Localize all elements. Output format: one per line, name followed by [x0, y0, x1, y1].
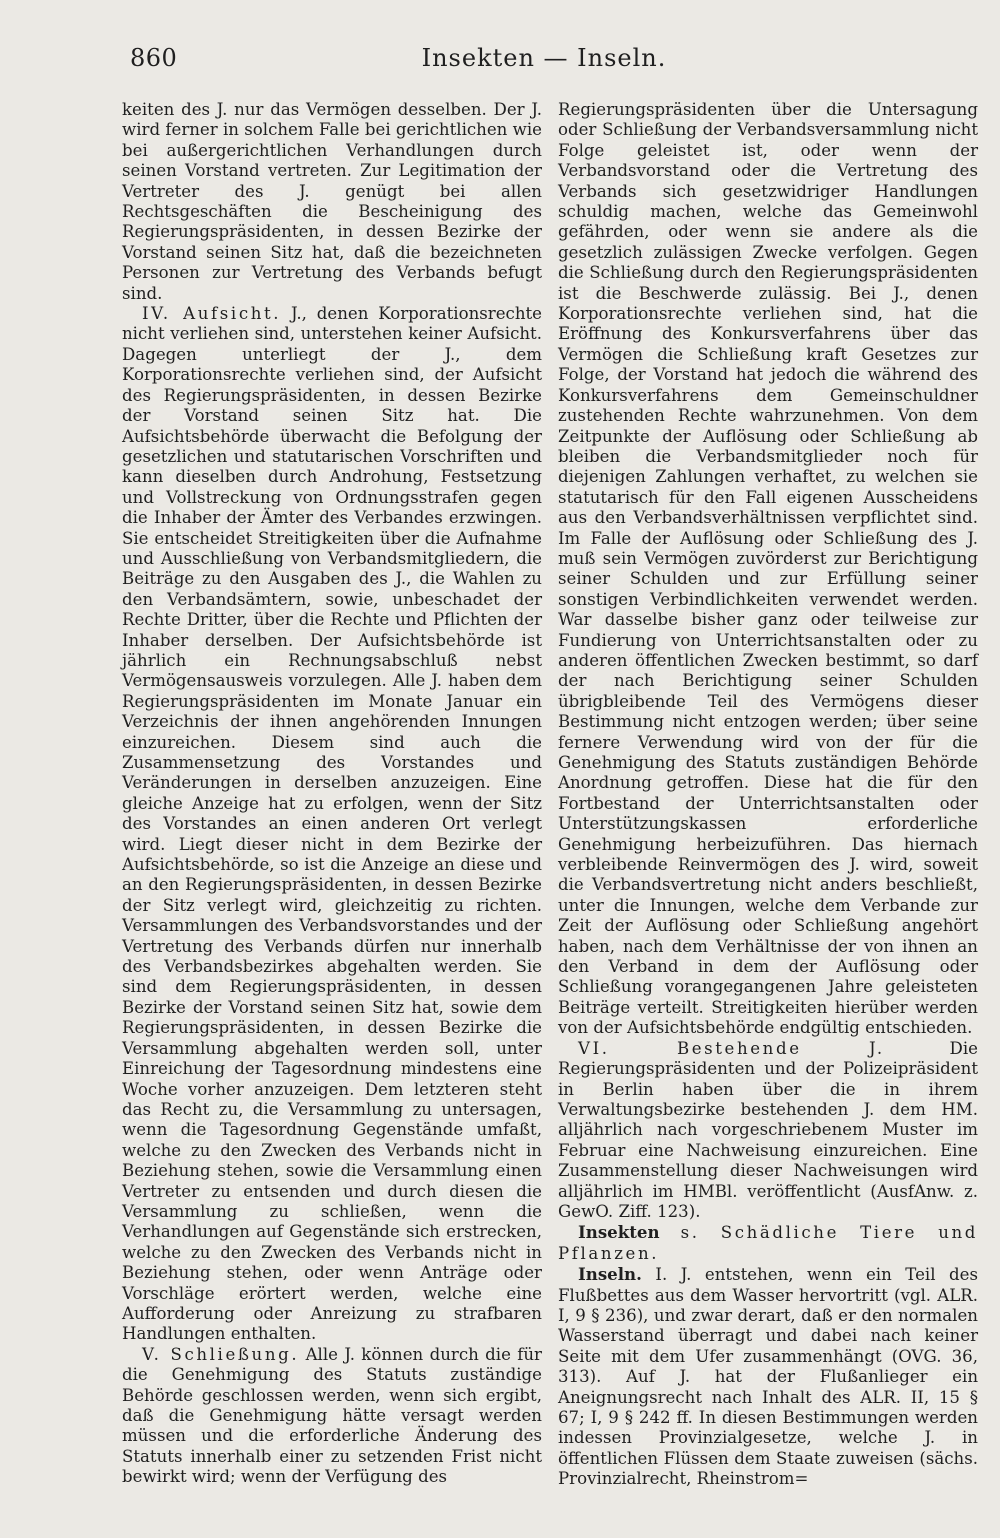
entry-keyword: Inseln.: [578, 1264, 642, 1285]
paragraph-text: Alle J. können durch die für die Genehmigung des Statuts zuständige Behörde geschlossen werden, wenn sich ergibt, daß die Genehmigung hätte versagt werden müssen und die erforderliche Änderung des Statuts innerhalb einer zu setzenden Frist nicht bewirkt wird; wenn der Verfügung des: [122, 1344, 542, 1487]
running-head: Insekten — Inseln.: [421, 44, 667, 72]
section-heading: V. Schließung.: [142, 1344, 300, 1364]
section-aufsicht: [122, 304, 542, 1345]
right-column: [558, 100, 978, 1490]
paragraph-text: J., denen Korporationsrechte nicht verliehen sind, unterstehen keiner Aufsicht. Dagegen unterliegt der J., dem Korporationsrechte verliehen sind, der Aufsicht des Regierungspräsidenten, in dessen Bezirke der Vorstand seinen Sitz hat. Die Aufsichtsbehörde überwacht die Befolgung der gesetzlichen und statutarischen Vorschriften und kann dieselben durch Androhung, Festsetzung und Vollstreckung von Ordnungsstrafen gegen die Inhaber der Ämter des Verbandes erzwingen. Sie entscheidet Streitigkeiten über die Aufnahme und Ausschließung von Verbandsmitgliedern, die Beiträge zu den Ausgaben des J., die Wahlen zu den Verbandsämtern, sowie, unbeschadet der Rechte Dritter, über die Rechte und Pflichten der Inhaber derselben. Der Aufsichtsbehörde ist jährlich ein Rechnungsabschluß nebst Vermögensausweis vorzulegen. Alle J. haben dem Regierungspräsidenten im Monate Januar ein Verzeichnis der ihnen angehörenden Innungen einzureichen. Diesem sind auch die Zusammensetzung des Vorstandes und Veränderungen in derselben anzuzeigen. Eine gleiche Anzeige hat zu erfolgen, wenn der Sitz des Vorstandes an einen anderen Ort verlegt wird. Liegt dieser nicht in dem Bezirke der Aufsichtsbehörde, so ist die Anzeige an diese und an den Regierungspräsidenten, in dessen Bezirke der Sitz verlegt wird, gleichzeitig zu richten. Versammlungen des Verbandsvorstandes und der Vertretung des Verbands dürfen nur innerhalb des Verbandsbezirkes abgehalten werden. Sie sind dem Regierungspräsidenten, in dessen Bezirke der Vorstand seinen Sitz hat, sowie dem Regierungspräsidenten, in dessen Bezirke die Versammlung abgehalten werden soll, unter Einreichung der Tagesordnung mindestens eine Woche vorher anzuzeigen. Dem letzteren steht das Recht zu, die Versammlung zu untersagen, wenn die Tagesordnung Gegenstände umfaßt, welche zu den Zwecken des Verbands nicht in Beziehung stehen, sowie die Versammlung einen Vertreter zu entsenden und durch diesen die Versammlung zu schließen, wenn die Verhandlungen auf Gegenstände sich erstrecken, welche zu den Zwecken des Verbands nicht in Beziehung stehen, oder wenn Anträge oder Vorschläge erörtert werden, welche eine Aufforderung oder Anreizung zu strafbaren Handlungen enthalten.: [122, 304, 542, 1344]
section-schliessung: [122, 1345, 542, 1488]
paragraph-text: Die Regierungspräsidenten und der Polizeipräsident in Berlin haben über die in ihrem Verwaltungsbezirke bestehenden J. dem HM. alljährlich nach vorgeschriebenem Muster im Februar eine Nachweisung einzureichen. Eine Zusammenstellung dieser Nachweisungen wird alljährlich im HMBl. veröffentlicht (AusfAnw. z. GewO. Ziff. 123).: [558, 1038, 978, 1221]
section-bestehende: [558, 1039, 978, 1223]
entry-text: I. J. entstehen, wenn ein Teil des Flußbettes aus dem Wasser hervortritt (vgl. ALR. I, 9 § 236), und zwar derart, daß er den normalen Wasserstand überragt und dabei nach keiner Seite mit dem Ufer zusammenhängt (OVG. 36, 313). Auf J. hat der Flußanlieger ein Aneignungsrecht nach Inhalt des ALR. II, 15 § 67; I, 9 § 242 ff. In diesen Bestimmungen werden indessen Provinzialgesetze, welche J. in öffentlichen Flüssen dem Staate zuweisen (sächs. Provinzialrecht, Rheinstrom=: [558, 1265, 978, 1489]
entry-keyword: Insekten: [578, 1222, 660, 1243]
left-column: [122, 100, 542, 1488]
page-number: 860: [130, 44, 178, 72]
section-heading: VI. Bestehende J.: [578, 1038, 885, 1058]
paragraph-text: keiten des J. nur das Vermögen desselben. Der J. wird ferner in solchem Falle bei gerichtlichen wie bei außergerichtlichen Verhandlungen durch seinen Vorstand vertreten. Zur Legitimation der Vertreter des J. genügt bei allen Rechtsgeschäften die Bescheinigung des Regierungspräsidenten, in dessen Bezirke der Vorstand seinen Sitz hat, daß die bezeichneten Personen zur Vertretung des Verbands befugt sind.: [122, 100, 542, 303]
paragraph-continuation: [558, 100, 978, 1039]
section-heading: IV. Aufsicht.: [142, 304, 282, 324]
page-header: [118, 44, 970, 84]
paragraph-text: Regierungspräsidenten über die Untersagung oder Schließung der Verbandsversammlung nicht Folge geleistet ist, oder wenn der Verbandsvorstand oder die Vertretung des Verbands sich gesetzwidriger Handlungen schuldig machen, welche das Gemeinwohl gefährden, oder wenn sie andere als die gesetzlich zulässigen Zwecke verfolgen. Gegen die Schließung durch den Regierungspräsidenten ist die Beschwerde zulässig. Bei J., denen Korporationsrechte verliehen sind, hat die Eröffnung des Konkursverfahrens über das Vermögen die Schließung kraft Gesetzes zur Folge, der Vorstand hat jedoch die während des Konkursverfahrens dem Gemeinschuldner zustehenden Rechte wahrzunehmen. Von dem Zeitpunkte der Auflösung oder Schließung ab bleiben die Verbandsmitglieder noch für diejenigen Zahlungen verhaftet, zu welchen sie statutarisch für den Fall eigenen Ausscheidens aus den Verbandsverhältnissen verpflichtet sind. Im Falle der Auflösung oder Schließung des J. muß sein Vermögen zuvörderst zur Berichtigung seiner Schulden und zur Erfüllung seiner sonstigen Verbindlichkeiten verwendet werden. War dasselbe bisher ganz oder teilweise zur Fundierung von Unterrichtsanstalten oder zu anderen öffentlichen Zwecken bestimmt, so darf der nach Berichtigung seiner Schulden übrigbleibende Teil des Vermögens dieser Bestimmung nicht entzogen werden; über seine fernere Verwendung wird von der für die Genehmigung des Statuts zuständigen Behörde Anordnung getroffen. Diese hat die für den Fortbestand der Unterrichtsanstalten oder Unterstützungskassen erforderliche Genehmigung herbeizuführen. Das hiernach verbleibende Reinvermögen des J. wird, soweit die Verbandsvertretung nicht anders beschließt, unter die Innungen, welche dem Verbande zur Zeit der Auflösung oder Schließung angehört haben, nach dem Verhältnisse der von ihnen an den Verband in dem der Auflösung oder Schließung vorangegangenen Jahre geleisteten Beiträge verteilt. Streitigkeiten hierüber werden von der Aufsichtsbehörde endgültig entschieden.: [558, 100, 978, 1038]
entry-inseln: [558, 1264, 978, 1489]
entry-text: s. Schädliche Tiere und Pflanzen.: [558, 1223, 978, 1263]
paragraph-continuation: [122, 100, 542, 304]
entry-insekten: [558, 1222, 978, 1264]
